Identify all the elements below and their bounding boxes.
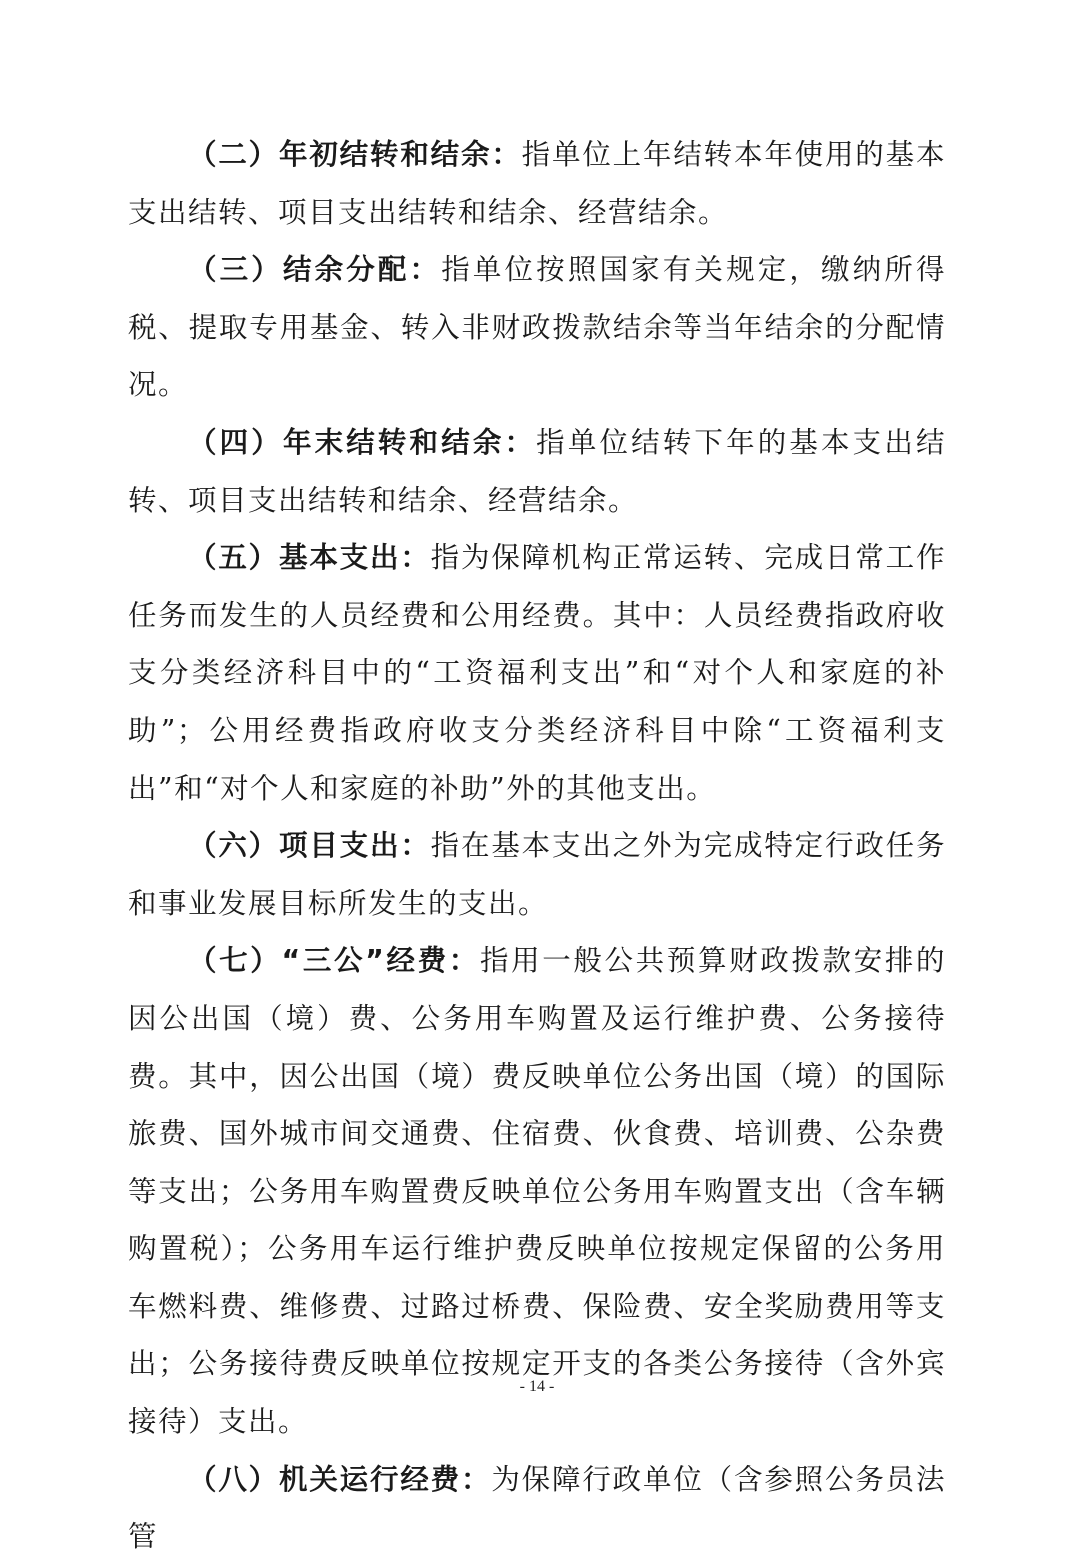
paragraph-heading: （七）“三公”经费： <box>188 944 480 978</box>
paragraph-text: 指单位上年结转本年使用的基本支出结转、项目支出结转和结余、经营结余。 <box>128 138 946 229</box>
paragraph-heading: （六）项目支出： <box>188 829 431 863</box>
paragraph-heading: （三）结余分配： <box>188 253 442 287</box>
paragraph-heading: （二）年初结转和结余： <box>188 138 522 171</box>
paragraph-7 <box>128 932 946 1450</box>
paragraph-text: 指单位按照国家有关规定，缴纳所得税、提取专用基金、转入非财政拨款结余等当年结余的分配情况。 <box>128 253 946 402</box>
paragraph-3 <box>128 241 946 414</box>
paragraph-4 <box>128 414 946 529</box>
paragraph-text: 指用一般公共预算财政拨款安排的因公出国（境）费、公务用车购置及运行维护费、公务接待费。其中，因公出国（境）费反映单位公务出国（境）的国际旅费、国外城市间交通费、住宿费、伙食费、培训费、公杂费等支出；公务用车购置费反映单位公务用车购置支出（含车辆购置税）；公务用车运行维护费反映单位按规定保留的公务用车燃料费、维修费、过路过桥费、保险费、安全奖励费用等支出；公务接待费反映单位按规定开支的各类公务接待（含外宾接待）支出。 <box>128 944 946 1439</box>
paragraph-2 <box>128 126 946 241</box>
paragraph-text: 指为保障机构正常运转、完成日常工作任务而发生的人员经费和公用经费。其中：人员经费指政府收支分类经济科目中的“工资福利支出”和“对个人和家庭的补助”；公用经费指政府收支分类经济科目中除“工资福利支出”和“对个人和家庭的补助”外的其他支出。 <box>128 541 946 805</box>
page-number: - 14 - <box>519 1378 555 1395</box>
paragraph-heading: （八）机关运行经费： <box>188 1462 492 1496</box>
paragraph-text: 指在基本支出之外为完成特定行政任务和事业发展目标所发生的支出。 <box>128 829 946 920</box>
paragraph-6 <box>128 817 946 932</box>
paragraph-text: 为保障行政单位（含参照公务员法管 <box>128 1462 946 1554</box>
paragraph-heading: （四）年末结转和结余： <box>188 425 537 459</box>
paragraph-text: 指单位结转下年的基本支出结转、项目支出结转和结余、经营结余。 <box>128 425 946 517</box>
paragraph-heading: （五）基本支出： <box>188 541 431 575</box>
paragraph-8 <box>128 1451 946 1566</box>
paragraph-5 <box>128 529 946 817</box>
body-text <box>128 126 946 1566</box>
